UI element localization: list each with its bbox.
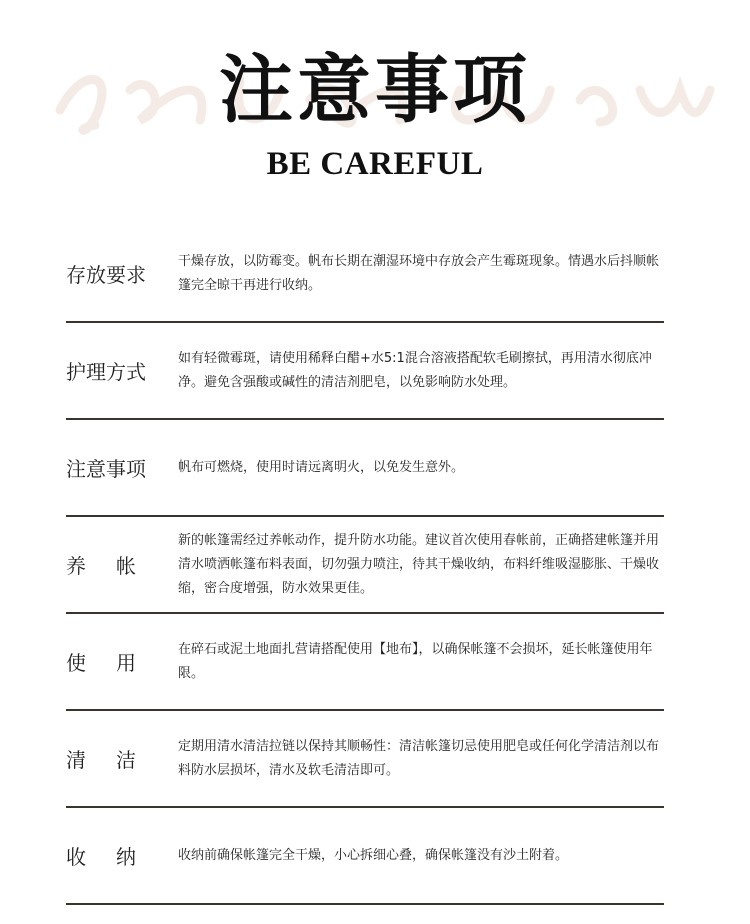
divider <box>66 903 664 905</box>
row-text: 定期用清水清洁拉链以保持其顺畅性：清洁帐篷切忌使用肥皂或任何化学清洁剂以布料防水层损坏，清水及软毛清洁即可。 <box>178 738 660 778</box>
row-text: 帆布可燃烧，使用时请远离明火，以免发生意外。 <box>178 459 465 475</box>
notice-row-conditioning <box>66 517 664 612</box>
row-label: 清洁 <box>66 748 166 772</box>
row-text: 新的帐篷需经过养帐动作，提升防水功能。建议首次使用春帐前，正确搭建帐篷并用清水喷洒帐篷布料表面，切勿强力喷注，待其干燥收纳，布料纤维吸湿膨胀、干燥收缩，密合度增强，防水效果更佳。 <box>178 532 660 596</box>
row-label: 使用 <box>66 651 166 675</box>
row-label: 注意事项 <box>66 457 146 481</box>
page-header <box>0 40 750 183</box>
notice-row-care <box>66 323 664 418</box>
notice-row-caution <box>66 420 664 515</box>
page-title: 注意事项 <box>219 47 531 133</box>
row-label: 收纳 <box>66 845 166 869</box>
row-text: 如有轻微霉斑，请使用稀释白醋+水5:1混合溶液搭配软毛刷擦拭，再用清水彻底冲净。避免含强酸或碱性的清洁剂肥皂，以免影响防水处理。 <box>178 350 652 390</box>
notice-row-usage <box>66 614 664 709</box>
notice-list <box>66 226 664 905</box>
row-text: 在碎石或泥土地面扎营请搭配使用【地布】，以确保帐篷不会损坏，延长帐篷使用年限。 <box>178 641 653 681</box>
row-label: 护理方式 <box>66 360 146 384</box>
page-subtitle: BE CAREFUL <box>266 146 484 182</box>
row-label: 存放要求 <box>66 263 146 287</box>
notice-row-packing <box>66 808 664 903</box>
row-text: 干燥存放，以防霉变。帆布长期在潮湿环境中存放会产生霉斑现象。情遇水后抖顺帐篷完全晾干再进行收纳。 <box>178 253 660 293</box>
row-label: 养帐 <box>66 554 166 578</box>
notice-row-cleaning <box>66 711 664 806</box>
notice-row-storage <box>66 226 664 321</box>
row-text: 收纳前确保帐篷完全干燥，小心拆细心叠，确保帐篷没有沙土附着。 <box>178 847 569 863</box>
